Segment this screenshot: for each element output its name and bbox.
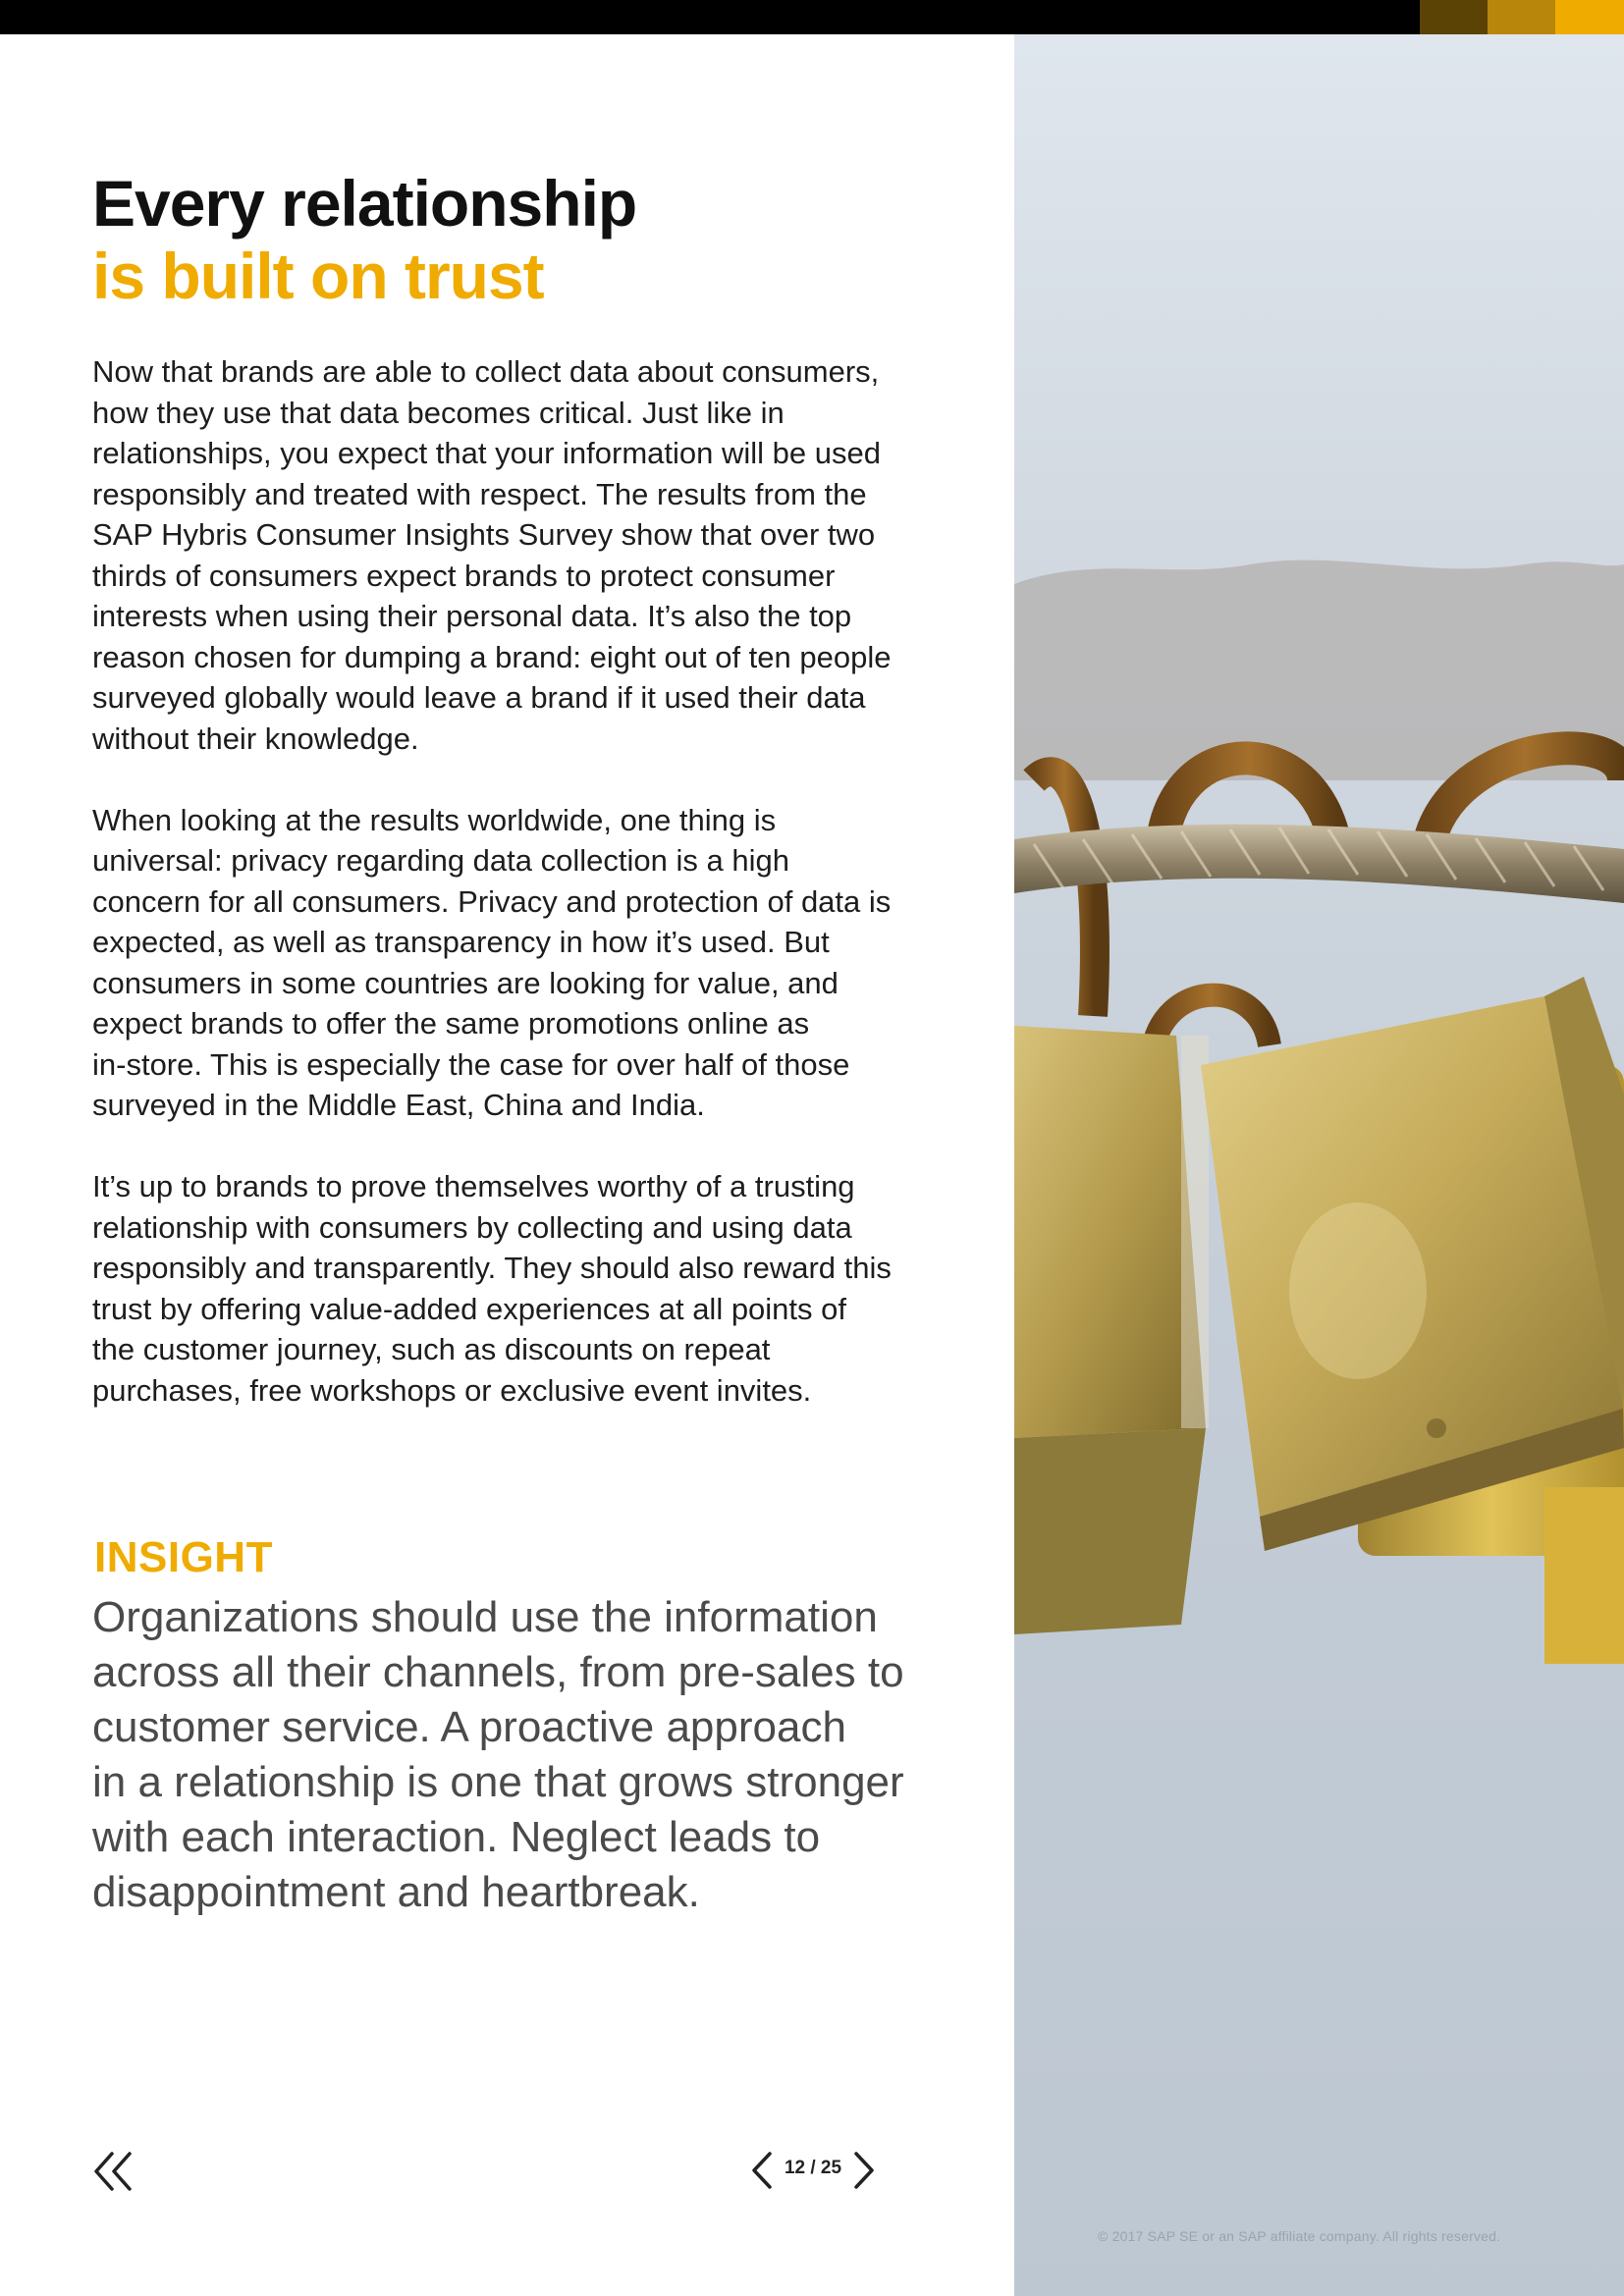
insight-line: Organizations should use the information xyxy=(92,1593,878,1641)
color-swatch-gold xyxy=(1555,0,1624,34)
insight-quote xyxy=(92,1590,976,1920)
text-line: purchases, free workshops or exclusive event invites. xyxy=(92,1372,812,1408)
text-line: concern for all consumers. Privacy and protection of data is xyxy=(92,883,892,919)
text-line: reason chosen for dumping a brand: eight out of ten people xyxy=(92,639,892,674)
chevron-right-icon[interactable] xyxy=(850,2150,878,2191)
text-line: SAP Hybris Consumer Insights Survey show that over two xyxy=(92,517,876,552)
text-line: It’s up to brands to prove themselves worthy of a trusting xyxy=(92,1169,855,1203)
text-line: universal: privacy regarding data collection is a high xyxy=(92,843,789,878)
page-indicator: 12 / 25 xyxy=(784,2158,842,2178)
insight-line: across all their channels, from pre-sales to xyxy=(92,1648,904,1696)
double-chevron-left-icon[interactable] xyxy=(90,2148,137,2195)
text-line: without their knowledge. xyxy=(92,721,419,756)
text-line: trust by offering value-added experiences at all points of xyxy=(92,1291,847,1326)
text-line: surveyed globally would leave a brand if it used their data xyxy=(92,680,866,715)
color-swatch-mid xyxy=(1488,0,1555,34)
body-text xyxy=(92,351,976,1452)
copyright-notice: © 2017 SAP SE or an SAP affiliate company. All rights reserved. xyxy=(1098,2228,1501,2244)
text-line: thirds of consumers expect brands to protect consumer xyxy=(92,558,836,593)
text-line: expected, as well as transparency in how it’s used. But xyxy=(92,925,830,959)
text-line: consumers in some countries are looking for value, and xyxy=(92,965,839,1000)
text-line: the customer journey, such as discounts on repeat xyxy=(92,1332,771,1366)
insight-line: customer service. A proactive approach xyxy=(92,1703,846,1751)
top-color-bar xyxy=(0,0,1624,34)
insight-line: in a relationship is one that grows stronger xyxy=(92,1758,904,1806)
color-swatch-dark xyxy=(1420,0,1488,34)
chevron-left-icon[interactable] xyxy=(748,2150,776,2191)
title-line-2: is built on trust xyxy=(92,240,544,312)
text-line: responsibly and treated with respect. The results from the xyxy=(92,476,867,511)
insight-label: INSIGHT xyxy=(94,1533,273,1581)
text-line: in-store. This is especially the case for over half of those xyxy=(92,1046,850,1082)
text-line: surveyed in the Middle East, China and India. xyxy=(92,1088,705,1122)
text-line: When looking at the results worldwide, one thing is xyxy=(92,802,777,837)
paragraph-1 xyxy=(92,351,976,759)
paragraph-2 xyxy=(92,800,976,1126)
title-line-1: Every relationship xyxy=(92,167,637,240)
text-line: how they use that data becomes critical. Just like in xyxy=(92,395,785,430)
insight-line: with each interaction. Neglect leads to xyxy=(92,1813,821,1861)
text-line: relationships, you expect that your information will be used xyxy=(92,436,881,470)
page-title xyxy=(92,167,636,312)
text-line: expect brands to offer the same promotions online as xyxy=(92,1006,810,1041)
text-line: interests when using their personal data. It’s also the top xyxy=(92,599,852,633)
text-line: relationship with consumers by collecting and using data xyxy=(92,1209,852,1245)
text-line: Now that brands are able to collect data about consumers, xyxy=(92,354,880,389)
text-line: responsibly and transparently. They should also reward this xyxy=(92,1251,892,1285)
insight-line: disappointment and heartbreak. xyxy=(92,1868,700,1916)
paragraph-3 xyxy=(92,1166,976,1411)
padlocks-photo xyxy=(1014,34,1624,2296)
